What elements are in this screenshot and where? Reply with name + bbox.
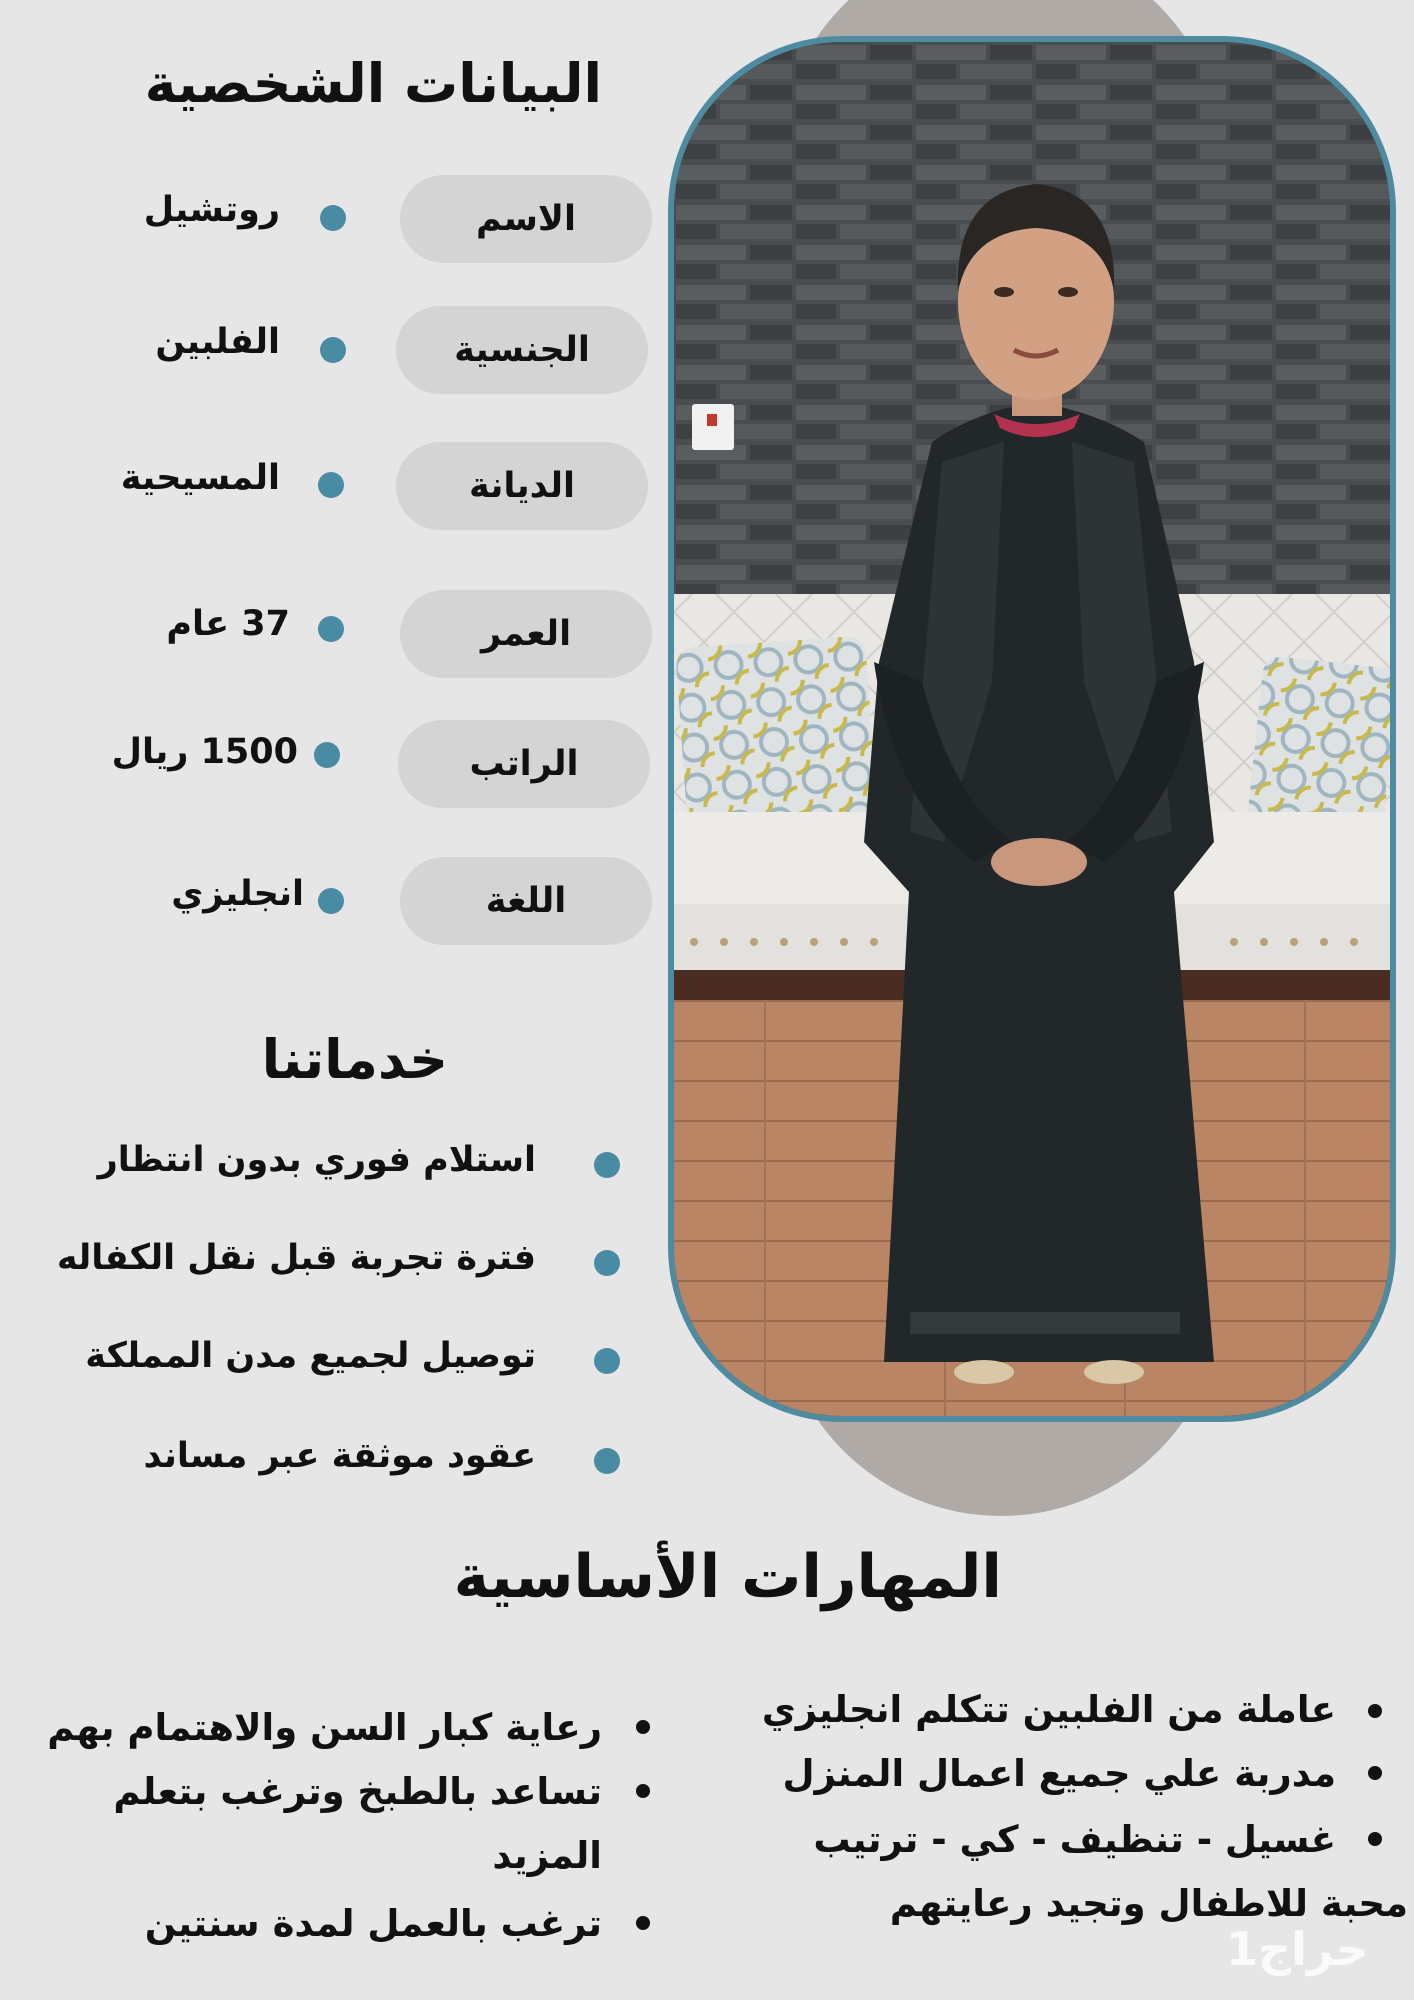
bullet-icon: [1368, 1704, 1382, 1718]
service-item: توصيل لجميع مدن المملكة: [85, 1336, 536, 1376]
skills-title: المهارات الأساسية: [453, 1542, 1002, 1612]
bullet-icon: [314, 742, 340, 768]
label-age: [400, 590, 652, 678]
bullet-icon: [594, 1152, 620, 1178]
skill-item: تساعد بالطبخ وترغب بتعلم: [113, 1770, 602, 1813]
skill-item: مدربة علي جميع اعمال المنزل: [782, 1752, 1336, 1795]
label-name-text: الاسم: [476, 199, 576, 239]
worker-photo: [668, 36, 1396, 1422]
personal-data-title: البيانات الشخصية: [144, 52, 602, 115]
service-item: فترة تجربة قبل نقل الكفاله: [56, 1238, 536, 1278]
label-salary: [398, 720, 650, 808]
service-item: عقود موثقة عبر مساند: [143, 1436, 536, 1476]
service-item: استلام فوري بدون انتظار: [97, 1140, 536, 1180]
value-salary: 1500 ريال: [111, 732, 298, 772]
bullet-icon: [594, 1348, 620, 1374]
bullet-icon: [594, 1250, 620, 1276]
label-nationality: [396, 306, 648, 394]
value-language: انجليزي: [171, 874, 304, 914]
bullet-icon: [320, 337, 346, 363]
label-name: [400, 175, 652, 263]
label-religion: [396, 442, 648, 530]
bullet-icon: [318, 472, 344, 498]
skill-item: غسيل - تنظيف - كي - ترتيب: [813, 1818, 1336, 1861]
label-language-text: اللغة: [485, 881, 567, 921]
watermark: حراج1: [1226, 1922, 1369, 1976]
label-salary-text: الراتب: [469, 744, 579, 784]
label-language: [400, 857, 652, 945]
bullet-icon: [636, 1784, 650, 1798]
value-name: روتشيل: [143, 190, 280, 230]
bullet-icon: [318, 888, 344, 914]
bullet-icon: [320, 205, 346, 231]
skill-item: ترغب بالعمل لمدة سنتين: [144, 1902, 602, 1945]
label-age-text: العمر: [480, 614, 572, 654]
bullet-icon: [318, 616, 344, 642]
bullet-icon: [1368, 1832, 1382, 1846]
bullet-icon: [1368, 1766, 1382, 1780]
bullet-icon: [636, 1916, 650, 1930]
label-religion-text: الديانة: [469, 466, 576, 506]
skill-item: محبة للاطفال وتجيد رعايتهم: [889, 1882, 1408, 1925]
value-nationality: الفلبين: [155, 322, 280, 362]
bullet-icon: [594, 1448, 620, 1474]
label-nationality-text: الجنسية: [454, 330, 590, 370]
skill-item: رعاية كبار السن والاهتمام بهم: [47, 1706, 602, 1749]
services-title: خدماتنا: [261, 1028, 448, 1091]
value-age: 37 عام: [166, 604, 290, 644]
bullet-icon: [636, 1720, 650, 1734]
worker-photo-illustration: [674, 42, 1390, 1416]
skill-item: المزيد: [492, 1834, 602, 1877]
skill-item: عاملة من الفلبين تتكلم انجليزي: [761, 1688, 1336, 1731]
value-religion: المسيحية: [120, 458, 280, 498]
